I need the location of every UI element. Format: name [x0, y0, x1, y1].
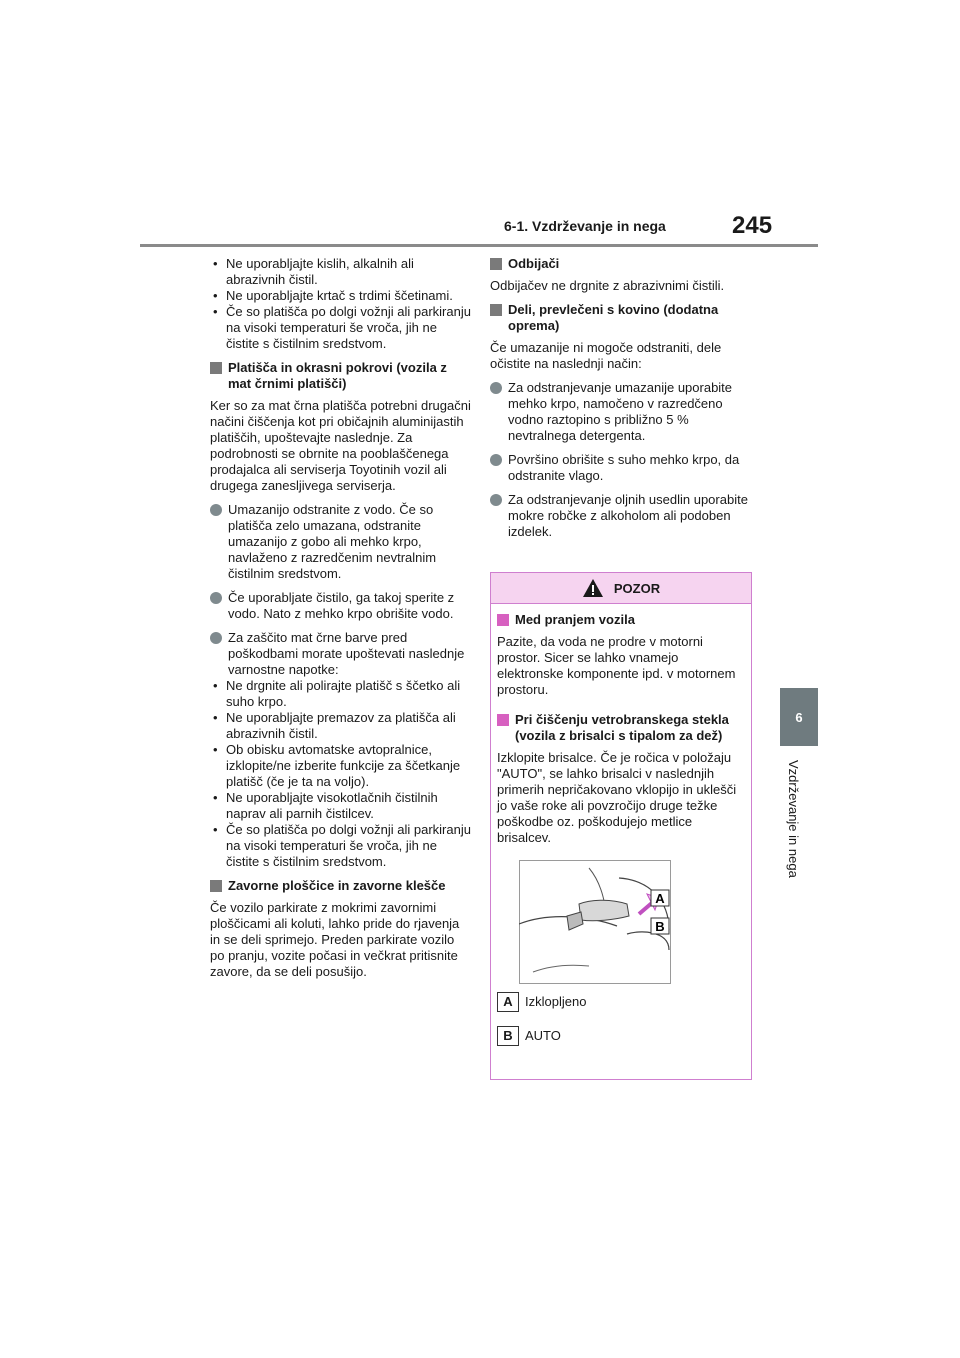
caution-header: [491, 573, 751, 604]
bullet-item: Površino obrišite s suho mehko krpo, da odstranite vlago.: [490, 452, 752, 484]
round-bullet-icon: [490, 382, 502, 394]
legend-text: AUTO: [525, 1028, 561, 1043]
list-item: • Ne uporabljajte premazov za platišča ali abrazivnih čistil.: [210, 710, 472, 742]
list-item: • Če so platišča po dolgi vožnji ali parkiranju na visoki temperaturi še vroča, jih ne čistite s čistilnim sredstvom.: [210, 822, 472, 870]
round-bullet-icon: [490, 454, 502, 466]
square-bullet-icon: [490, 258, 502, 270]
square-bullet-icon: [490, 304, 502, 316]
precautions-list: [210, 678, 472, 870]
caution-box: [490, 572, 752, 1080]
list-item: • Če so platišča po dolgi vožnji ali parkiranju na visoki temperaturi še vroča, jih ne čistite s čistilnim sredstvom.: [210, 304, 472, 352]
chapter-label: Vzdrževanje in nega: [786, 760, 801, 878]
round-bullet-icon: [210, 592, 222, 604]
windshield-heading: Pri čiščenju vetrobranskega stekla (vozila z brisalci s tipalom za dež): [497, 712, 745, 744]
washing-heading: Med pranjem vozila: [497, 612, 745, 628]
legend-text: Izklopljeno: [525, 994, 587, 1009]
list-item: • Ne uporabljajte kislih, alkalnih ali abrazivnih čistil.: [210, 256, 472, 288]
square-bullet-icon: [497, 614, 509, 626]
legend-key: A: [497, 992, 519, 1012]
bullet-item: Če uporabljate čistilo, ga takoj sperite z vodo. Nato z mehko krpo obrišite vodo.: [210, 590, 472, 622]
bullet-item: Za odstranjevanje umazanije uporabite mehko krpo, namočeno v razredčeno vodno raztopino s približno 5 % nevtralnega detergenta.: [490, 380, 752, 444]
bumpers-paragraph: Odbijačev ne drgnite z abrazivnimi čistili.: [490, 278, 725, 293]
list-item: • Ne drgnite ali polirajte platišč s ščetko ali suho krpo.: [210, 678, 472, 710]
page-number: 245: [732, 212, 773, 239]
legend-item-b: [497, 1026, 745, 1046]
wiper-lever-illustration: [519, 860, 671, 984]
left-column: [210, 256, 472, 988]
header-rule: [140, 244, 818, 247]
list-item: • Ne uporabljajte visokotlačnih čistilnih naprav ali parnih čistilcev.: [210, 790, 472, 822]
wheels-heading: Platišča in okrasni pokrovi (vozila z mat črnimi platišči): [210, 360, 472, 392]
metal-parts-paragraph: Če umazanije ni mogoče odstraniti, dele očistite na naslednji način:: [490, 340, 722, 371]
chapter-tab: 6: [780, 688, 818, 746]
bullet-item: Umazanijo odstranite z vodo. Če so platišča zelo umazana, odstranite umazanijo z gobo ali mehko krpo, navlaženo z razredčenim nevtralnim čistilnim sredstvom.: [210, 502, 472, 582]
square-bullet-icon: [497, 714, 509, 726]
warning-icon: [582, 578, 604, 598]
metal-parts-heading: Deli, prevlečeni s kovino (dodatna oprema): [490, 302, 752, 334]
round-bullet-icon: [210, 632, 222, 644]
bumpers-heading: Odbijači: [490, 256, 752, 272]
list-item: • Ne uporabljajte krtač s trdimi ščetinami.: [210, 288, 472, 304]
figure-label-b: B: [655, 919, 665, 934]
wiper-lever-drawing: [519, 860, 671, 984]
windshield-paragraph: Izklopite brisalce. Če je ročica v položaju "AUTO", se lahko brisalci v naslednjih primerih nepričakovano vklopijo in uklešči jo vaše roke ali povzročijo druge težke poškodbe oz. poškodujejo metlice brisalcev.: [497, 750, 737, 845]
round-bullet-icon: [490, 494, 502, 506]
bullet-item: Za zaščito mat črne barve pred poškodbami morate upoštevati naslednje varnostne napotke:: [210, 630, 472, 678]
round-bullet-icon: [210, 504, 222, 516]
figure-label-a: A: [655, 891, 665, 906]
section-title: 6-1. Vzdrževanje in nega: [504, 218, 666, 234]
brakes-heading: Zavorne ploščice in zavorne klešče: [210, 878, 472, 894]
brakes-paragraph: Če vozilo parkirate z mokrimi zavornimi ploščicami ali koluti, lahko pride do rjavenja in se deli sprimejo. Preden parkirate vozilo po pranju, vozite počasi in večkrat pritisnite zavore, da se deli posušijo.: [210, 900, 460, 979]
right-column: [490, 256, 752, 548]
wheels-paragraph: Ker so za mat črna platišča potrebni drugačni načini čiščenja kot pri običajnih aluminijastih platiščih, upoštevajte naslednje. Za podrobnosti se obrnite na pooblaščenega prodajalca ali serviserja Toyotinih vozil ali drugega zanesljivega serviserja.: [210, 398, 471, 493]
square-bullet-icon: [210, 880, 222, 892]
washing-paragraph: Pazite, da voda ne prodre v motorni prostor. Sicer se lahko vnamejo elektronske komponente ipd. v motornem prostoru.: [497, 634, 736, 697]
legend-item-a: [497, 992, 745, 1012]
caution-title: POZOR: [613, 580, 661, 596]
square-bullet-icon: [210, 362, 222, 374]
legend-key: B: [497, 1026, 519, 1046]
list-item: • Ob obisku avtomatske avtopralnice, izklopite/ne izberite funkcije za ščetkanje platišč (če je ta na voljo).: [210, 742, 472, 790]
intro-list: [210, 256, 472, 352]
bullet-item: Za odstranjevanje oljnih usedlin uporabite mokre robčke z alkoholom ali podoben izdelek.: [490, 492, 752, 540]
